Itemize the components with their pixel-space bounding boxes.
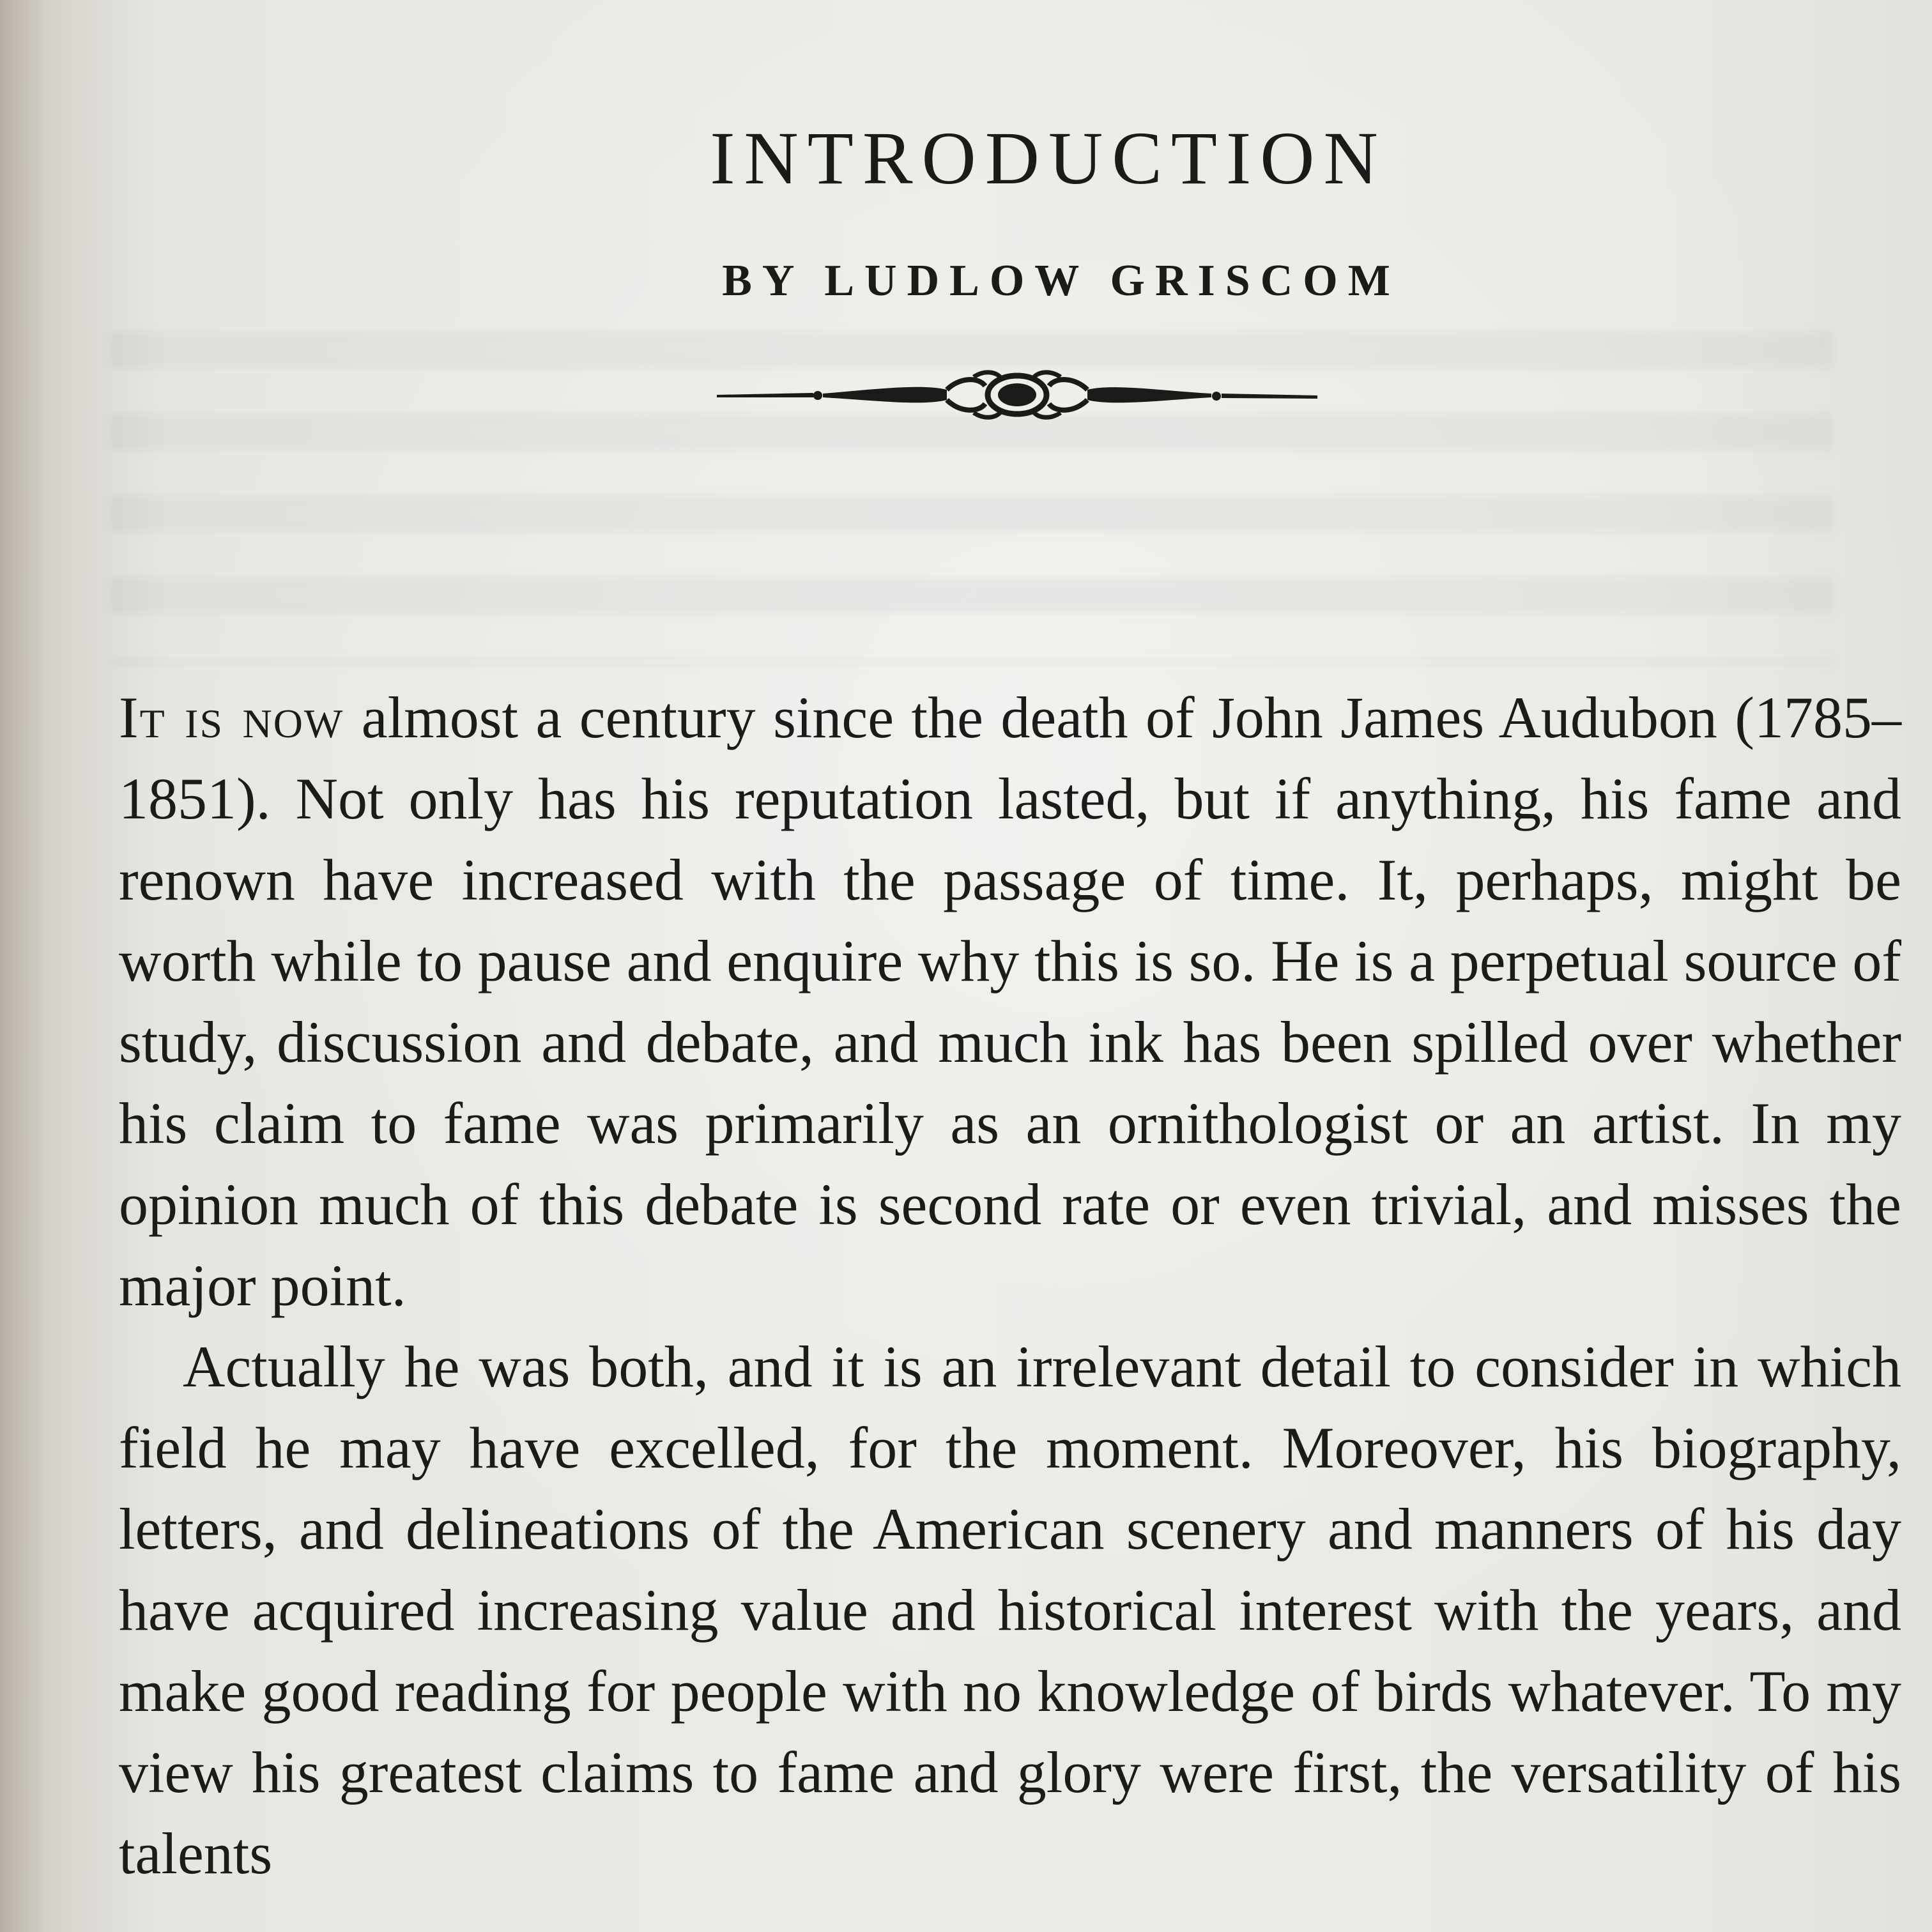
opening-words: It is now [119,685,344,750]
paragraph-1 [119,677,1901,1326]
book-page [119,0,1908,1932]
introduction-body [119,677,1901,1894]
chapter-title: INTRODUCTION [710,116,1387,200]
scroll-ornament-icon [717,358,1317,434]
paragraph-1-text: almost a century since the death of John James Audubon (1785–1851). Not only has his reputation lasted, but if anything, his fame and renown have increased with the passage of time. It, perhaps, might be worth while to pause and enquire why this is so. He is a perpetual source of study, discussion and debate, and much ink has been spilled over whether his claim to fame was primarily as an ornithologist or an artist. In my opinion much of this debate is second rate or even trivial, and misses the major point. [119,685,1901,1318]
author-byline: BY LUDLOW GRISCOM [722,256,1400,305]
paragraph-2: Actually he was both, and it is an irrelevant detail to consider in which field he may have excelled, for the moment. Moreover, his biography, letters, and delineations of the American scenery and manners of his day have acquired increasing value and historical interest with the years, and make good reading for people with no knowledge of birds whatever. To my view his greatest claims to fame and glory were first, the versatility of his talents [119,1334,1901,1886]
